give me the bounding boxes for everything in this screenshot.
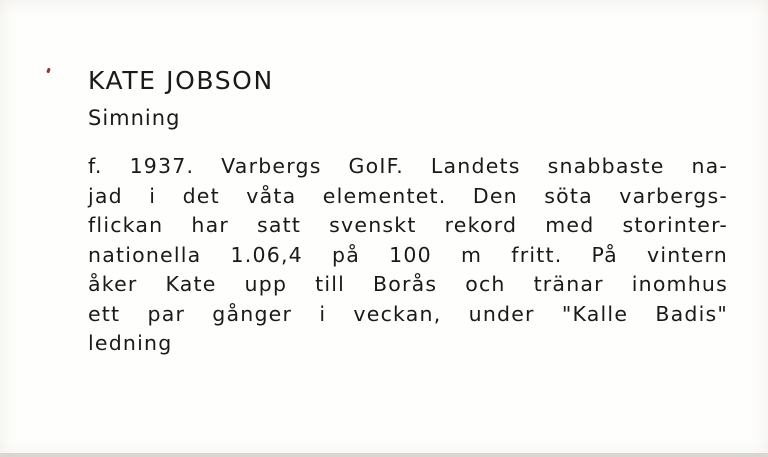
biography-line: flickan har satt svenskt rekord med storinter-	[88, 213, 728, 237]
biography-line: ett par gånger i veckan, under "Kalle Badis"	[88, 301, 728, 326]
biography-line: ledning	[88, 331, 173, 355]
biography-line: nationella 1.06,4 på 100 m fritt. På vintern	[88, 242, 728, 267]
biography-line: f. 1937. Varbergs GoIF. Landets snabbaste na-	[88, 154, 728, 178]
ink-speck	[46, 68, 51, 74]
biography-line: jad i det våta elementet. Den söta varbergs-	[88, 183, 728, 208]
card-bottom-edge	[0, 453, 768, 457]
athlete-name: KATE JOBSON	[88, 66, 274, 95]
sport-label: Simning	[88, 106, 181, 130]
biography-text	[88, 152, 728, 359]
biography-line: åker Kate upp till Borås och tränar inomhus	[88, 272, 728, 296]
